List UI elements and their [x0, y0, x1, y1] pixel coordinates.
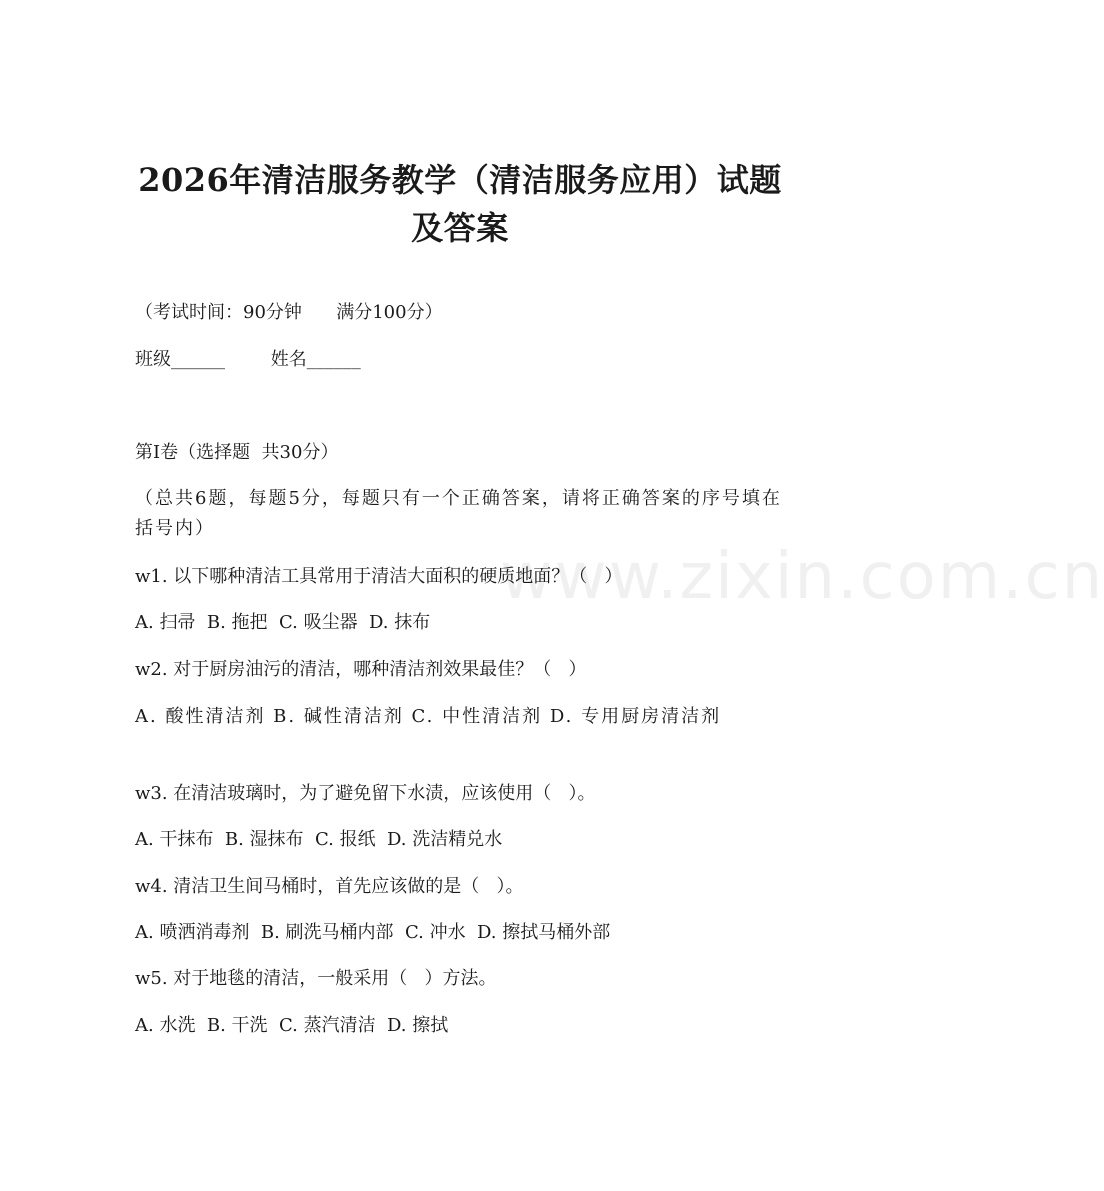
question-5: w5. 对于地毯的清洁，一般采用（ ）方法。 — [135, 968, 497, 989]
question-1-options: A. 扫帚 B. 拖把 C. 吸尘器 D. 抹布 — [135, 612, 431, 633]
question-5-options: A. 水洗 B. 干洗 C. 蒸汽清洁 D. 擦拭 — [135, 1015, 449, 1036]
question-3: w3. 在清洁玻璃时，为了避免留下水渍，应该使用（ ）。 — [135, 783, 596, 804]
class-name-line: 班级______ 姓名______ — [135, 349, 361, 370]
question-1: w1. 以下哪种清洁工具常用于清洁大面积的硬质地面？（ ） — [135, 566, 623, 587]
exam-info: （考试时间：90分钟 满分100分） — [135, 302, 443, 323]
watermark: www.zixin.com.cn — [500, 540, 1104, 614]
document-title-line-2: 及答案 — [411, 209, 509, 247]
question-4-options: A. 喷洒消毒剂 B. 刷洗马桶内部 C. 冲水 D. 擦拭马桶外部 — [135, 922, 611, 943]
question-2: w2. 对于厨房油污的清洁，哪种清洁剂效果最佳？（ ） — [135, 659, 587, 680]
question-2-options: A. 酸性清洁剂 B. 碱性清洁剂 C. 中性清洁剂 D. 专用厨房清洁剂 — [135, 706, 722, 727]
document-title-line-1: 2026年清洁服务教学（清洁服务应用）试题 — [138, 161, 782, 199]
question-3-options: A. 干抹布 B. 湿抹布 C. 报纸 D. 洗洁精兑水 — [135, 829, 503, 850]
question-4: w4. 清洁卫生间马桶时，首先应该做的是（ ）。 — [135, 876, 524, 897]
section-heading: 第I卷（选择题 共30分） — [135, 442, 339, 463]
instructions: （总共6题，每题5分，每题只有一个正确答案，请将正确答案的序号填在括号内） — [135, 488, 782, 539]
